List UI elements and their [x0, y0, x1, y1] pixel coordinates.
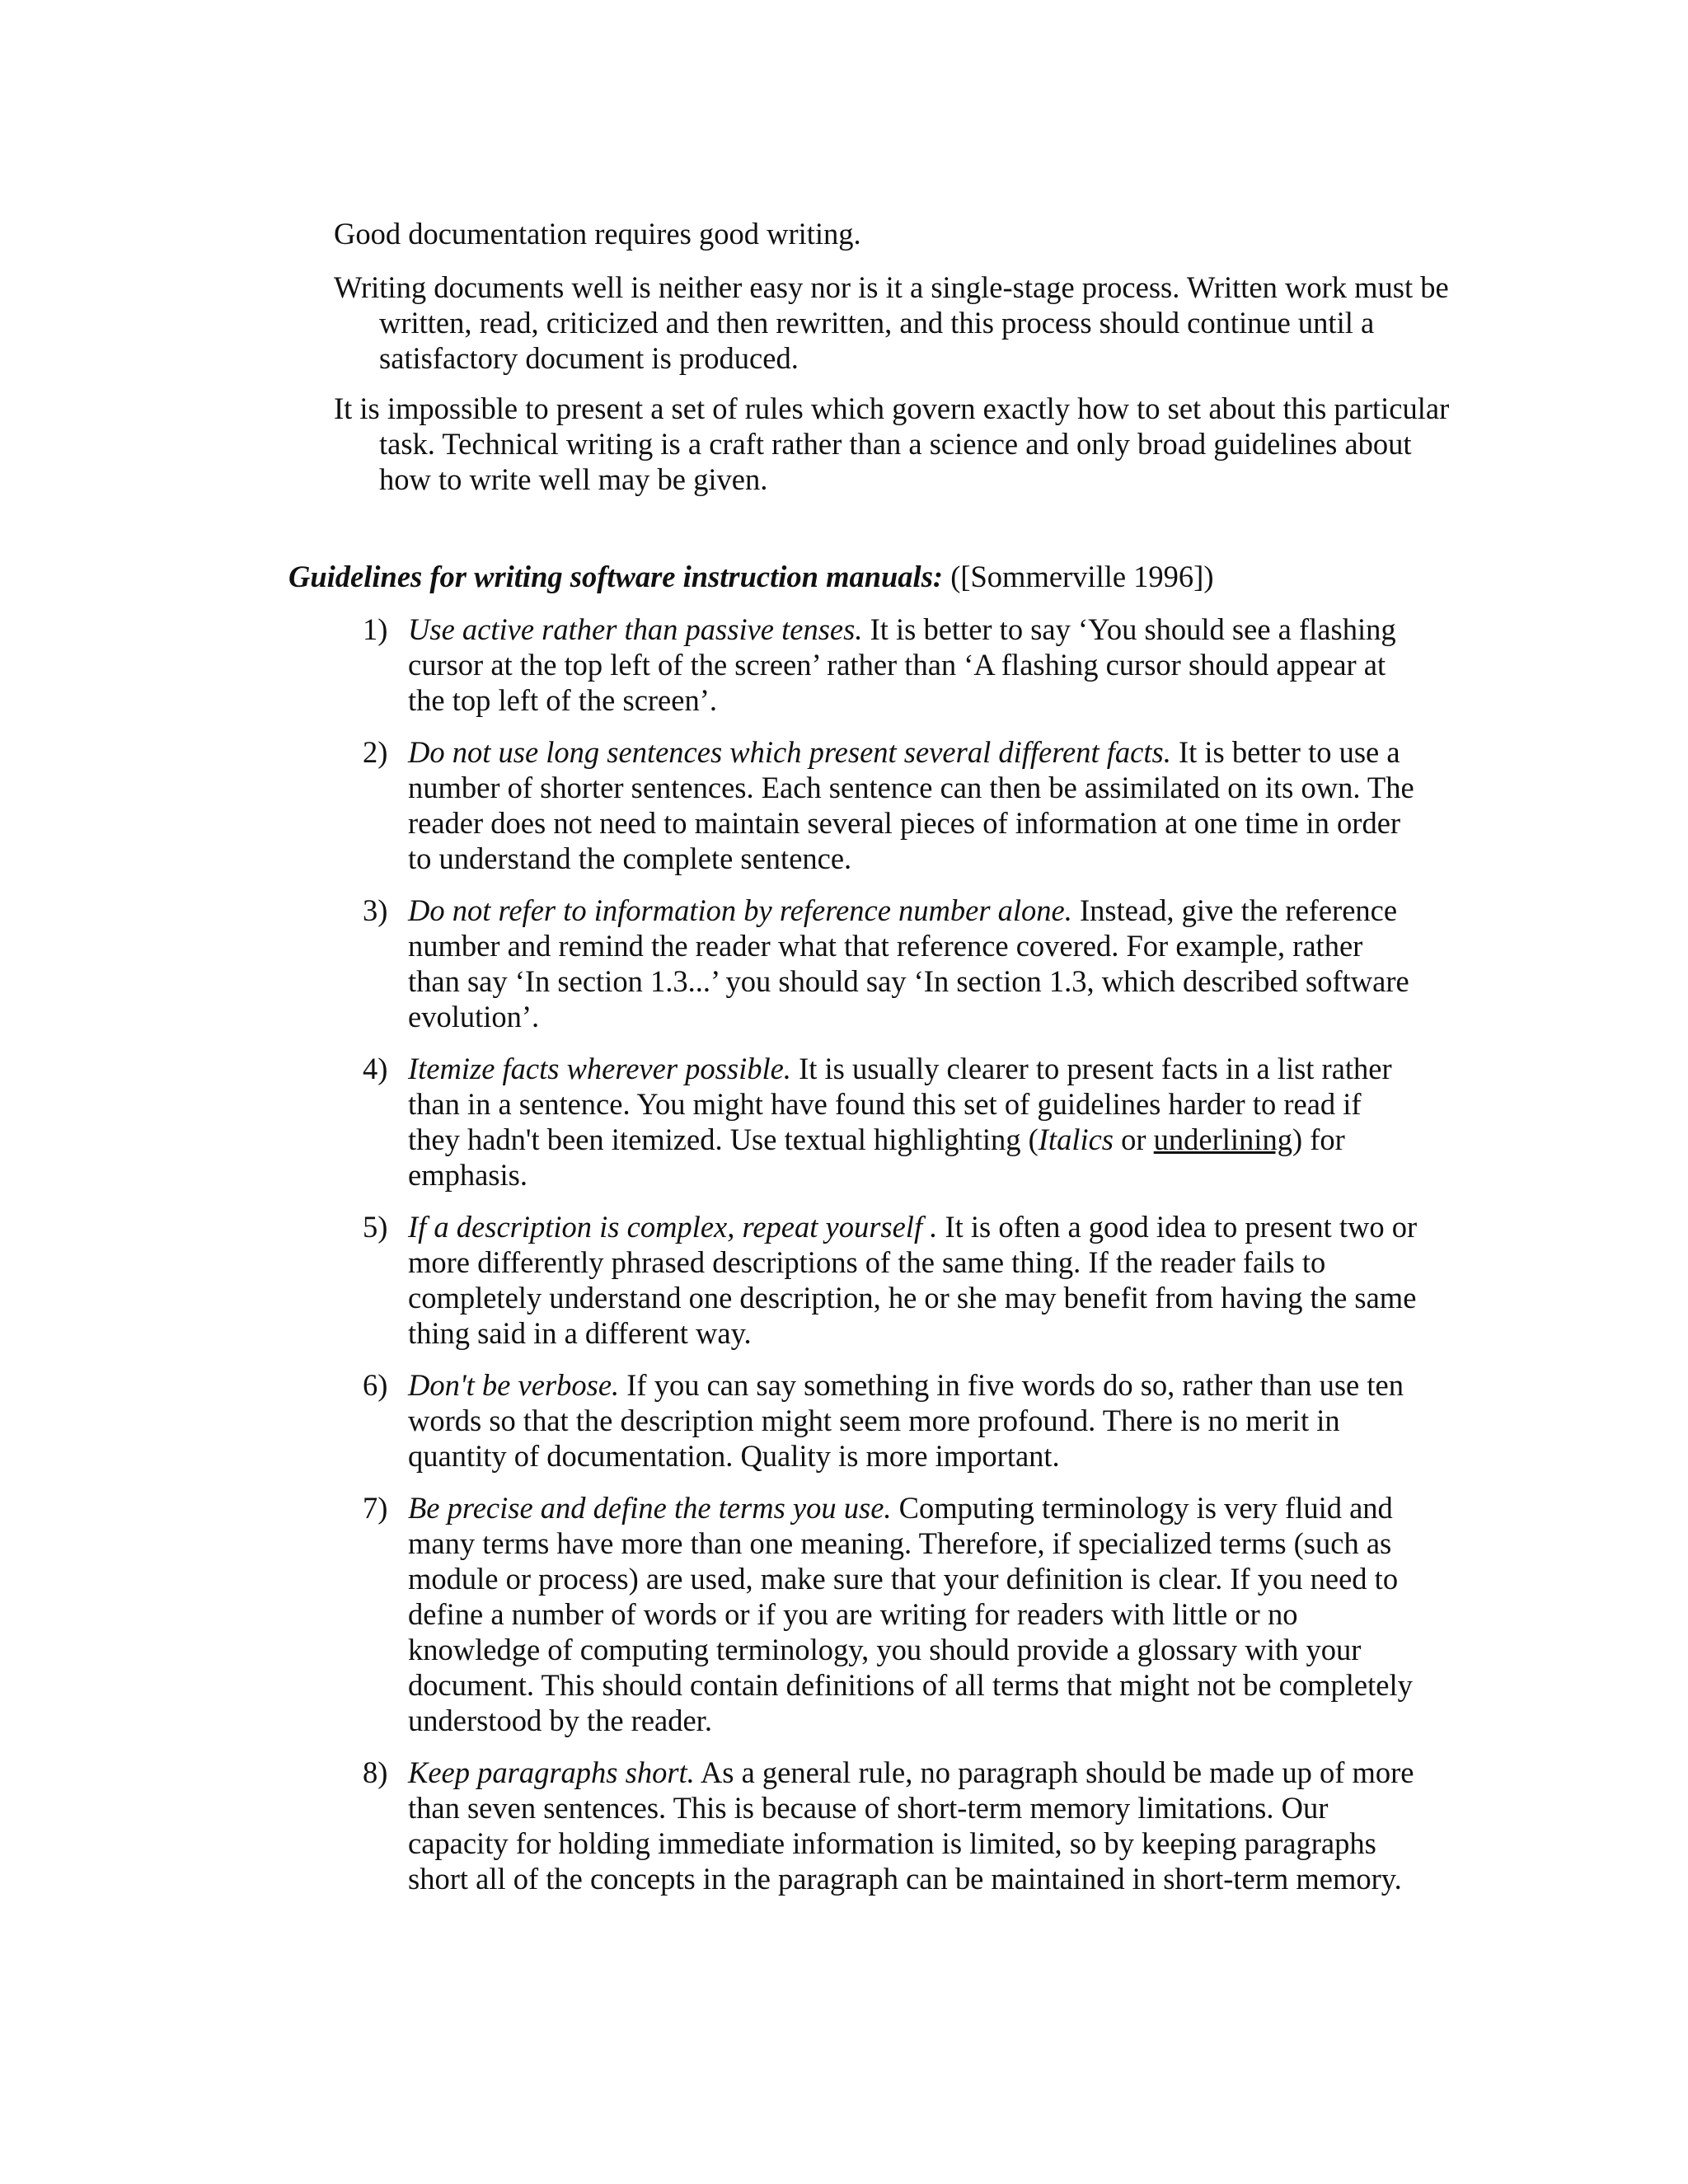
section-heading-citation: ([Sommerville 1996])	[943, 560, 1214, 593]
list-item-text	[408, 893, 1418, 1034]
intro-paragraph-1: Good documentation requires good writing.	[334, 217, 861, 251]
list-item-body: or	[1114, 1122, 1154, 1156]
list-item-lead: If a description is complex, repeat yourself .	[408, 1210, 938, 1244]
list-item-number: 2)	[363, 735, 388, 769]
underline-example: underlining	[1153, 1122, 1292, 1156]
intro-paragraph-2: Writing documents well is neither easy nor is it a single-stage process. Written work must be written, read, criticized and then rewritten, and this process should continue until a satisfactory document is produced.	[334, 270, 1449, 375]
list-item-lead: Itemize facts wherever possible.	[408, 1052, 791, 1085]
list-item-lead: Don't be verbose.	[408, 1368, 620, 1402]
guidelines-list	[363, 612, 1418, 1913]
list-item	[363, 612, 1418, 718]
list-item-number: 1)	[363, 612, 388, 646]
list-item-body: It is often a good idea to present two or more differently phrased descriptions of the same thing. If the reader fails to completely understand one description, he or she may benefit from having the same thing said in a different way.	[408, 1210, 1418, 1350]
list-item-body: It is better to say ‘You should see a flashing cursor at the top left of the screen’ rather than ‘A flashing cursor should appear at the top left of the screen’.	[408, 612, 1396, 717]
list-item-text	[408, 1755, 1418, 1896]
list-item-lead: Do not use long sentences which present several different facts.	[408, 735, 1171, 769]
list-item-body: As a general rule, no paragraph should be made up of more than seven sentences. This is because of short-term memory limitations. Our capacity for holding immediate information is limited, so by keeping paragraphs short all of the concepts in the paragraph can be maintained in short-term memory.	[408, 1755, 1414, 1896]
list-item	[363, 1755, 1418, 1896]
list-item-text	[408, 1209, 1418, 1351]
list-item	[363, 734, 1418, 876]
list-item	[363, 1051, 1418, 1193]
section-heading	[288, 559, 1442, 594]
list-item-lead: Keep paragraphs short.	[408, 1755, 695, 1789]
list-item-number: 5)	[363, 1210, 388, 1244]
list-item-text	[408, 612, 1418, 718]
list-item-text	[408, 1367, 1418, 1474]
list-item-lead: Use active rather than passive tenses.	[408, 612, 863, 646]
list-item-text	[408, 1490, 1418, 1738]
list-item	[363, 893, 1418, 1034]
list-item-body: It is usually clearer to present facts in a list rather than in a sentence. You might have found this set of guidelines harder to read if they hadn't been itemized. Use textual highlighting (	[408, 1052, 1392, 1156]
list-item	[363, 1490, 1418, 1738]
list-item-text	[408, 1051, 1418, 1193]
list-item-number: 4)	[363, 1052, 388, 1085]
list-item-lead: Do not refer to information by reference number alone.	[408, 893, 1072, 927]
intro-paragraph-3: It is impossible to present a set of rules which govern exactly how to set about this particular task. Technical writing is a craft rather than a science and only broad guidelines about how to write well may be given.	[334, 391, 1450, 496]
list-item-body: Computing terminology is very fluid and many terms have more than one meaning. Therefore, if specialized terms (such as module or process) are used, make sure that your definition is clear. If you need to define a number of words or if you are writing for readers with little or no knowledge of computing terminology, you should provide a glossary with your document. This should contain definitions of all terms that might not be completely understood by the reader.	[408, 1491, 1413, 1737]
list-item-number: 6)	[363, 1368, 388, 1402]
list-item-text	[408, 734, 1418, 876]
list-item-body: If you can say something in five words do so, rather than use ten words so that the description might seem more profound. There is no merit in quantity of documentation. Quality is more important.	[408, 1368, 1404, 1473]
list-item-body: ) for emphasis.	[408, 1122, 1345, 1192]
list-item-body: It is better to use a number of shorter sentences. Each sentence can then be assimilated on its own. The reader does not need to maintain several pieces of information at one time in order to understand the complete sentence.	[408, 735, 1414, 875]
list-item	[363, 1209, 1418, 1351]
section-heading-title: Guidelines for writing software instruction manuals:	[288, 560, 944, 593]
list-item-lead: Be precise and define the terms you use.	[408, 1491, 892, 1525]
list-item-number: 3)	[363, 893, 388, 927]
list-item-body: Instead, give the reference number and remind the reader what that reference covered. For example, rather than say ‘In section 1.3...’ you should say ‘In section 1.3, which described software evolution’.	[408, 893, 1409, 1033]
italics-example: Italics	[1038, 1122, 1114, 1156]
list-item	[363, 1367, 1418, 1474]
list-item-number: 7)	[363, 1491, 388, 1525]
list-item-number: 8)	[363, 1755, 388, 1789]
